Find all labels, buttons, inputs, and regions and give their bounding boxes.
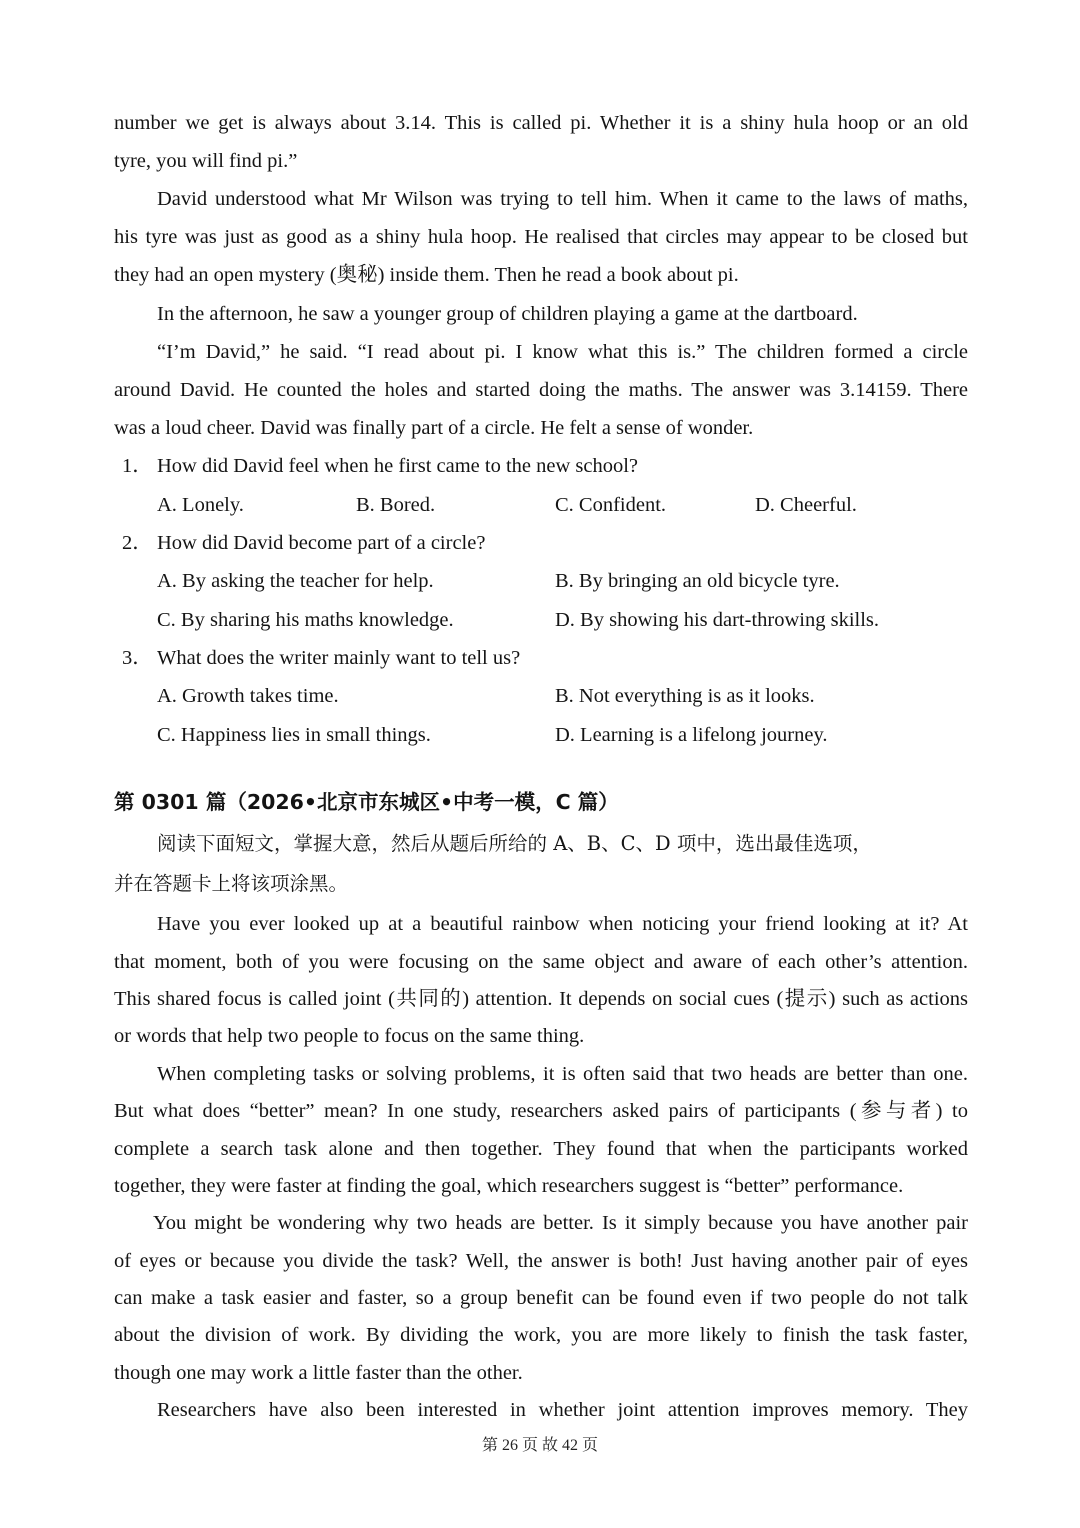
passage-line: You might be wondering why two heads are better. Is it simply because you have another pair <box>153 1212 968 1234</box>
option-d: D. Cheerful. <box>755 494 857 516</box>
passage-line: “I’m David,” he said. “I read about pi. I know what this is.” The children formed a circle <box>157 341 968 363</box>
passage-line: tyre, you will find pi.” <box>114 150 298 172</box>
page-footer: 第 26 页 故 42 页 <box>481 1437 598 1454</box>
question-text: What does the writer mainly want to tell us? <box>157 647 521 669</box>
option-c: C. Happiness lies in small things. <box>157 724 431 746</box>
passage-line: that moment, both of you were focusing on the same object and aware of each other’s attention. <box>114 951 968 973</box>
option-a: A. By asking the teacher for help. <box>157 570 434 592</box>
passage-line: But what does “better” mean? In one study, researchers asked pairs of participants (参与者) to <box>114 1100 968 1122</box>
question-text: How did David feel when he first came to the new school? <box>157 455 639 477</box>
passage-line: they had an open mystery (奥秘) inside them. Then he read a book about pi. <box>114 264 739 286</box>
section-instruction: 阅读下面短文，掌握大意，然后从题后所给的 A、B、C、D 项中，选出最佳选项， <box>157 832 872 855</box>
question-number: 3． <box>122 647 153 669</box>
question-number: 1． <box>122 455 153 477</box>
option-d: D. By showing his dart-throwing skills. <box>555 609 880 631</box>
section-instruction: 并在答题卡上将该项涂黑。 <box>114 872 349 895</box>
passage-line: around David. He counted the holes and started doing the maths. The answer was 3.14159. There <box>114 379 968 401</box>
option-b: B. By bringing an old bicycle tyre. <box>555 570 840 592</box>
passage-line: though one may work a little faster than the other. <box>114 1362 523 1384</box>
passage-line: of eyes or because you divide the task? Well, the answer is both! Just having another pair of eyes <box>114 1250 968 1272</box>
section-heading: 第 0301 篇（2026•北京市东城区•中考一模，C 篇） <box>114 790 619 814</box>
passage-line: complete a search task alone and then together. They found that when the participants worked <box>114 1138 968 1160</box>
passage-line: In the afternoon, he saw a younger group of children playing a game at the dartboard. <box>157 303 858 325</box>
option-c: C. Confident. <box>555 494 667 516</box>
passage-line: Researchers have also been interested in whether joint attention improves memory. They <box>157 1399 968 1421</box>
passage-line: This shared focus is called joint (共同的) attention. It depends on social cues (提示) such as actions <box>114 988 968 1010</box>
option-a: A. Lonely. <box>157 494 244 516</box>
passage-line: Have you ever looked up at a beautiful rainbow when noticing your friend looking at it? At <box>157 913 968 935</box>
option-d: D. Learning is a lifelong journey. <box>555 724 828 746</box>
passage-line: was a loud cheer. David was finally part of a circle. He felt a sense of wonder. <box>114 417 754 439</box>
option-b: B. Not everything is as it looks. <box>555 685 815 707</box>
passage-line: David understood what Mr Wilson was trying to tell him. When it came to the laws of maths, <box>157 188 968 210</box>
passage-line: about the division of work. By dividing the work, you are more likely to finish the task faster, <box>114 1324 968 1346</box>
passage-line: or words that help two people to focus on the same thing. <box>114 1025 585 1047</box>
passage-line: his tyre was just as good as a shiny hula hoop. He realised that circles may appear to be closed but <box>114 226 968 248</box>
option-a: A. Growth takes time. <box>157 685 339 707</box>
passage-line: When completing tasks or solving problems, it is often said that two heads are better than one. <box>157 1063 968 1085</box>
passage-line: number we get is always about 3.14. This is called pi. Whether it is a shiny hula hoop or an old <box>114 112 968 134</box>
passage-line: can make a task easier and faster, so a group benefit can be found even if two people do not talk <box>114 1287 968 1309</box>
passage-line: together, they were faster at finding the goal, which researchers suggest is “better” performance. <box>114 1175 904 1197</box>
question-text: How did David become part of a circle? <box>157 532 486 554</box>
option-c: C. By sharing his maths knowledge. <box>157 609 454 631</box>
question-number: 2． <box>122 532 153 554</box>
option-b: B. Bored. <box>356 494 436 516</box>
